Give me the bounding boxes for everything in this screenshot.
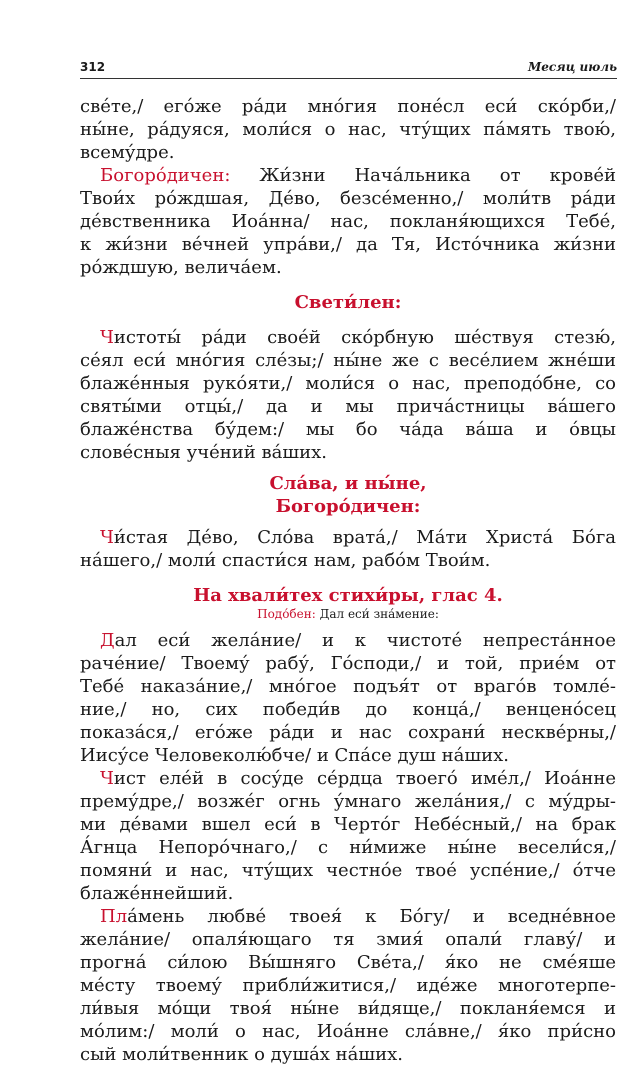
- paragraph-continuation: [80, 95, 616, 164]
- svetilen-paragraph: [80, 326, 616, 464]
- line-text: Жи́зни Нача́льника от крове́й: [259, 165, 616, 186]
- text-line: блаже́нства бу́дем:/ мы бо ча́да ва́ша и о́вцы: [80, 419, 616, 440]
- text-line: помяни́ и нас, чту́щих честно́е твое́ успе́ние,/ о́тче: [80, 860, 616, 881]
- stikhira-verse: [80, 629, 616, 767]
- drop-initial: Ч: [100, 527, 114, 548]
- text-line: [80, 767, 616, 790]
- text-line: ме́сту твоему́ прибли́житися,/ иде́же многотерпе-: [80, 975, 616, 996]
- text-line: ро́ждшую, велича́ем.: [80, 257, 282, 278]
- text-line: [80, 326, 616, 349]
- text-line: к жи́зни ве́чней упра́ви,/ да Тя, Исто́чника жи́зни: [80, 234, 616, 255]
- text-line: слове́сныя уче́ний ва́ших.: [80, 442, 327, 463]
- drop-initial: Ч: [100, 768, 114, 789]
- line-text: ист еле́й в сосу́де се́рдца твоего́ име́л,/ Иоа́нне: [113, 768, 616, 789]
- text-line: Тебе́ наказа́ние,/ мно́гое подъя́т от враго́в томле́-: [80, 676, 616, 697]
- text-line: блаже́ннейший.: [80, 883, 234, 904]
- text-line: [80, 526, 616, 549]
- text-line: прему́дре,/ возже́г огнь у́мнаго жела́ния,/ с му́дры-: [80, 791, 616, 812]
- text-line: святы́ми отцы́,/ да и мы прича́стницы ва́шего: [80, 396, 616, 417]
- text-line: Твои́х ро́ждшая, Де́во, безсе́менно,/ моли́тв ра́ди: [80, 188, 616, 209]
- text-line: де́вственника Иоа́нна/ нас, покланя́ющихся Тебе́,: [80, 211, 616, 232]
- line-text: и́стая Де́во, Сло́ва врата́,/ Ма́ти Христа́ Бо́га: [113, 527, 616, 548]
- text-line: [80, 629, 616, 652]
- line-text: а́мень любве́ твоея́ к Бо́гу/ и вседне́вное: [127, 906, 616, 927]
- slava-subheading: Богоро́дичен:: [275, 496, 421, 517]
- text-line: блаже́нныя руко́яти,/ моли́ся о нас, преподо́бне, со: [80, 373, 616, 394]
- stikhira-verse: [80, 905, 616, 1066]
- stikhiry-heading: На хвали́тех стихи́ры, глас 4.: [193, 585, 503, 606]
- text-line: А́гнца Непоро́чнаго,/ с ни́миже ны́не весели́ся,/: [80, 837, 616, 858]
- text-line: на́шего,/ моли́ спасти́ся нам, рабо́м Твои́м.: [80, 550, 491, 571]
- text-line: прогна́ си́лою Вы́шняго Све́та,/ я́ко не сме́яше: [80, 952, 616, 973]
- svetilen-heading: Свети́лен:: [294, 292, 402, 313]
- line-text: ал еси́ жела́ние/ и к чистоте́ непреста́нное: [114, 630, 616, 651]
- drop-initial: Д: [100, 630, 115, 651]
- text-line: ны́не, ра́дуяся, моли́ся о нас, чту́щих па́мять твою́,: [80, 119, 616, 140]
- bogorodichen-paragraph: [80, 164, 616, 279]
- text-line: мо́лим:/ моли́ о нас, Иоа́нне сла́вне,/ я́ко при́сно: [80, 1021, 616, 1042]
- podoben-line: [80, 607, 616, 621]
- text-line: ли́выя мо́щи твоя́ ны́не ви́дяще,/ покланя́емся и: [80, 998, 616, 1019]
- podoben-text: Дал еси́ зна́мение:: [319, 607, 439, 621]
- text-line: сый моли́твенник о душа́х на́ших.: [80, 1044, 404, 1065]
- text-line: ми де́вами вшел еси́ в Черто́г Небе́сный,/ на брак: [80, 814, 616, 835]
- text-line: показа́ся,/ его́же ра́ди и нас сохрани́ нескве́рны,/: [80, 722, 616, 743]
- page-header: [80, 60, 617, 79]
- text-line: се́ял еси́ мно́гия сле́зы;/ ны́не же с весе́лием жне́ши: [80, 350, 616, 371]
- slava-heading: Сла́ва, и ны́не,: [269, 473, 427, 494]
- text-line: [80, 164, 616, 187]
- stikhira-verse: [80, 767, 616, 905]
- slava-paragraph: [80, 526, 616, 572]
- text-line: жела́ние/ опаля́ющаго тя змия́ опали́ главу́/ и: [80, 929, 616, 950]
- text-line: рачéние/ Твоему́ рабу́, Го́споди,/ и той, прие́м от: [80, 653, 616, 674]
- running-title: Месяц июль: [527, 60, 617, 74]
- drop-initial: Пл: [100, 906, 128, 927]
- text-line: [80, 905, 616, 928]
- text-line: всему́дре.: [80, 142, 175, 163]
- text-line: све́те,/ его́же ра́ди мно́гия поне́сл еси́ ско́рби,/: [80, 96, 616, 117]
- line-text: истоты́ ра́ди свое́й ско́рбную ше́ствуя стезю́,: [113, 327, 616, 348]
- text-line: Иису́се Человеколю́бче/ и Спа́се душ на́ших.: [80, 745, 509, 766]
- text-line: ние,/ но, сих победи́в до конца́,/ венцено́сец: [80, 699, 616, 720]
- podoben-label: Подо́бен:: [257, 607, 316, 621]
- page-body: [80, 95, 616, 1066]
- drop-initial: Ч: [100, 327, 114, 348]
- bogorodichen-label: Богоро́дичен:: [100, 165, 231, 186]
- page-number: 312: [80, 60, 106, 74]
